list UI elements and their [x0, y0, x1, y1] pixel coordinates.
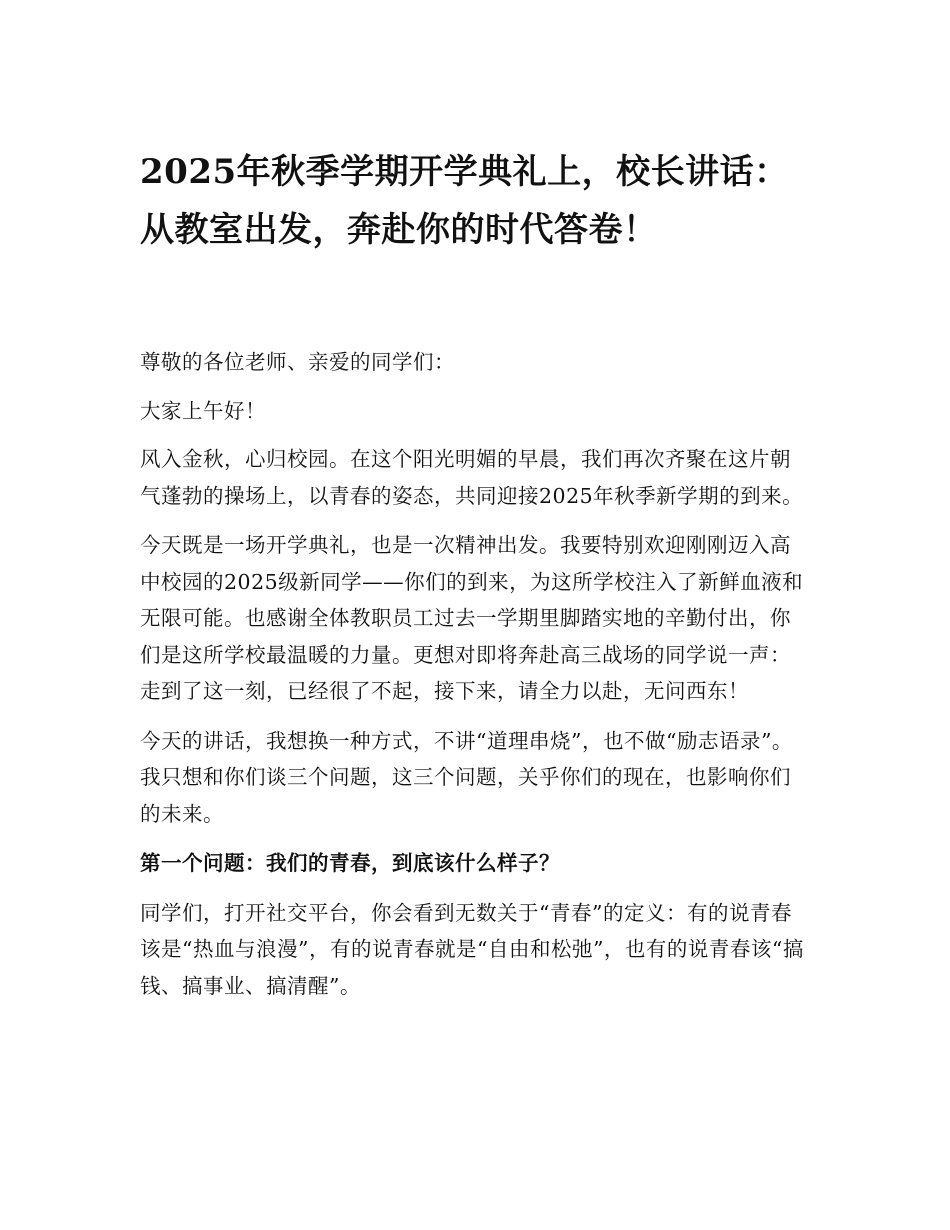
document-title: 2025年秋季学期开学典礼上，校长讲话：从教室出发，奔赴你的时代答卷！ [140, 152, 789, 250]
section-paragraph: 同学们，打开社交平台，你会看到无数关于“青春”的定义：有的说青春该是“热血与浪漫”，有的说青春就是“自由和松弛”，也有的说青春该“搞钱、搞事业、搞清醒”。 [140, 900, 804, 998]
section-heading: 第一个问题：我们的青春，到底该什么样子？ [140, 851, 560, 875]
body-paragraph: 今天的讲话，我想换一种方式，不讲“道理串烧”，也不做“励志语录”。我只想和你们谈三个问题，这三个问题，关乎你们的现在，也影响你们的未来。 [140, 728, 793, 826]
hello-paragraph: 大家上午好！ [140, 398, 266, 423]
body-paragraph: 风入金秋，心归校园。在这个阳光明媚的早晨，我们再次齐聚在这片朝气蓬勃的操场上，以青春的姿态，共同迎接2025年秋季新学期的到来。 [140, 447, 804, 508]
greeting-paragraph: 尊敬的各位老师、亲爱的同学们： [140, 350, 455, 374]
document-body [140, 344, 806, 1004]
document-content [140, 143, 806, 1017]
body-paragraph: 今天既是一场开学典礼，也是一次精神出发。我要特别欢迎刚刚迈入高中校园的2025级新同学——你们的到来，为这所学校注入了新鲜血液和无限可能。也感谢全体教职员工过去一学期里脚踏实地的辛勤付出，你们是这所学校最温暖的力量。更想对即将奔赴高三战场的同学说一声：走到了这一刻，已经很了不起，接下来，请全力以赴，无问西东！ [140, 533, 804, 703]
